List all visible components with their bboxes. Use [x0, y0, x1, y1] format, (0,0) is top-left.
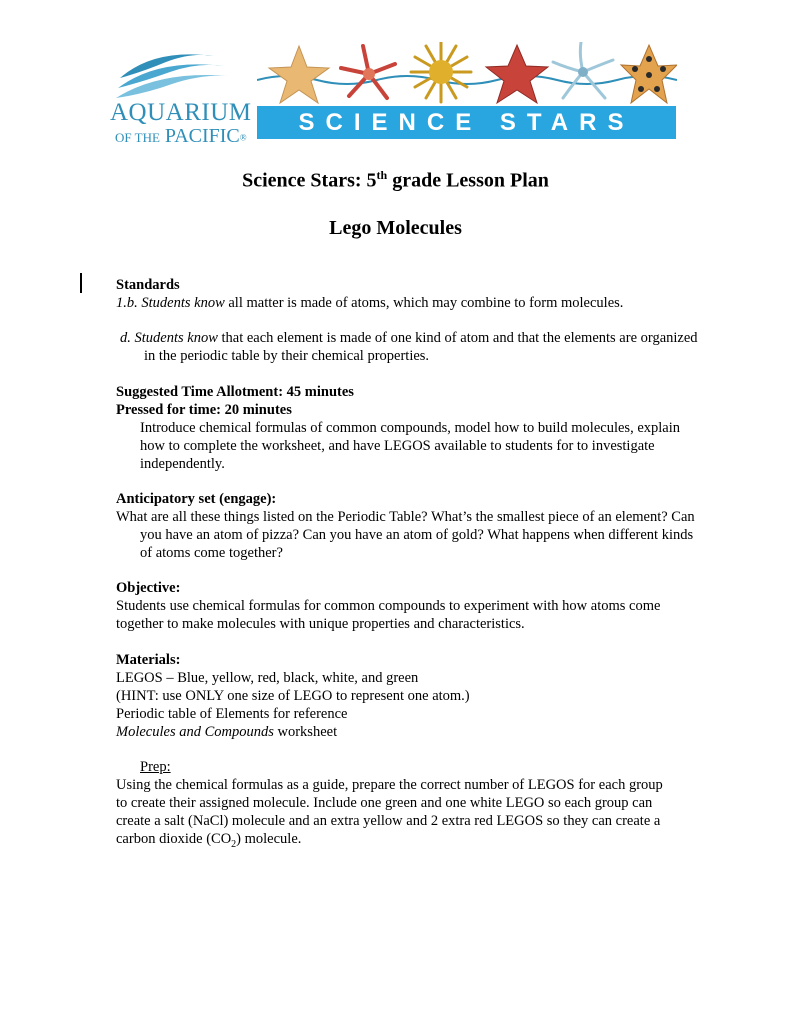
lesson-title — [0, 168, 791, 193]
blue-brittle-star-icon — [553, 42, 613, 98]
anticipatory-heading: Anticipatory set (engage): — [116, 491, 277, 507]
anticipatory-body: What are all these things listed on the Periodic Table? What’s the smallest piece of an element? Can you have an atom of pizza? Can you have an atom of gold? What happens when different kinds of atoms come together? — [116, 509, 695, 561]
header — [100, 42, 680, 152]
title-sup: th — [376, 168, 388, 182]
prep-heading: Prep: — [140, 759, 171, 775]
tan-sea-star-icon — [269, 46, 329, 103]
standard-2-italic: d. Students know — [120, 330, 218, 346]
sun-star-icon — [411, 42, 471, 102]
materials-line-3: Periodic table of Elements for reference — [116, 706, 348, 722]
prep-body-text: Using the chemical formulas as a guide, prepare the correct number of LEGOS for each group to create their assigned molecule. Include one green and one white LEGO so each group can create a salt (NaCl) molecule and an extra yellow and 2 extra red LEGOS so they can create a carbon dioxide (CO — [116, 777, 663, 847]
aquarium-logo — [100, 42, 250, 152]
chocolate-chip-star-icon — [621, 45, 677, 103]
materials-line-4 — [116, 723, 696, 741]
red-brittle-star-icon — [341, 46, 395, 98]
standard-1-text: all matter is made of atoms, which may combine to form molecules. — [224, 295, 624, 311]
red-sea-star-icon — [486, 45, 548, 103]
worksheet-suffix: worksheet — [273, 724, 338, 740]
materials-line-2: (HINT: use ONLY one size of LEGO to represent one atom.) — [116, 688, 470, 704]
title-prefix: Science Stars: 5 — [242, 169, 377, 192]
logo-word: AQUARIUM — [110, 99, 252, 126]
prep-body — [116, 776, 676, 854]
standard-1 — [116, 294, 696, 312]
standard-1-italic: 1.b. Students know — [116, 295, 225, 311]
materials-line-1: LEGOS – Blue, yellow, red, black, white, and green — [116, 670, 419, 686]
logo-of-the: OF THE — [115, 130, 160, 145]
prep-subscript: 2 — [231, 838, 237, 850]
standards-heading: Standards — [116, 277, 180, 293]
title-suffix: grade Lesson Plan — [387, 169, 549, 192]
lesson-subtitle: Lego Molecules — [329, 217, 462, 239]
time-body: Introduce chemical formulas of common compounds, model how to build molecules, explain how to complete the worksheet, and have LEGOS available to students for to investigate independently. — [140, 420, 680, 472]
logo-of-the-pacific — [115, 126, 247, 148]
objective-body: Students use chemical formulas for common compounds to experiment with how atoms come together to make molecules with unique properties and characteristics. — [116, 598, 661, 632]
materials-heading: Materials: — [116, 652, 181, 668]
pressed-for-time-heading: Pressed for time: 20 minutes — [116, 402, 292, 418]
objective-heading: Objective: — [116, 580, 181, 596]
logo-pacific: PACIFIC — [164, 125, 240, 147]
standard-2-text: that each element is made of one kind of atom and that the elements are organized in the periodic table by their chemical properties. — [144, 330, 698, 364]
prep-body-end: ) molecule. — [236, 831, 302, 847]
standard-2 — [120, 329, 704, 365]
time-allotment-heading: Suggested Time Allotment: 45 minutes — [116, 384, 354, 400]
sea-stars-strip — [257, 42, 677, 108]
aquarium-waves-logo — [114, 46, 232, 104]
banner-text: SCIENCE STARS — [298, 109, 635, 136]
logo-registered: ® — [239, 132, 247, 143]
worksheet-title: Molecules and Compounds — [116, 724, 274, 740]
change-bar — [80, 273, 82, 293]
science-stars-banner — [257, 106, 676, 139]
